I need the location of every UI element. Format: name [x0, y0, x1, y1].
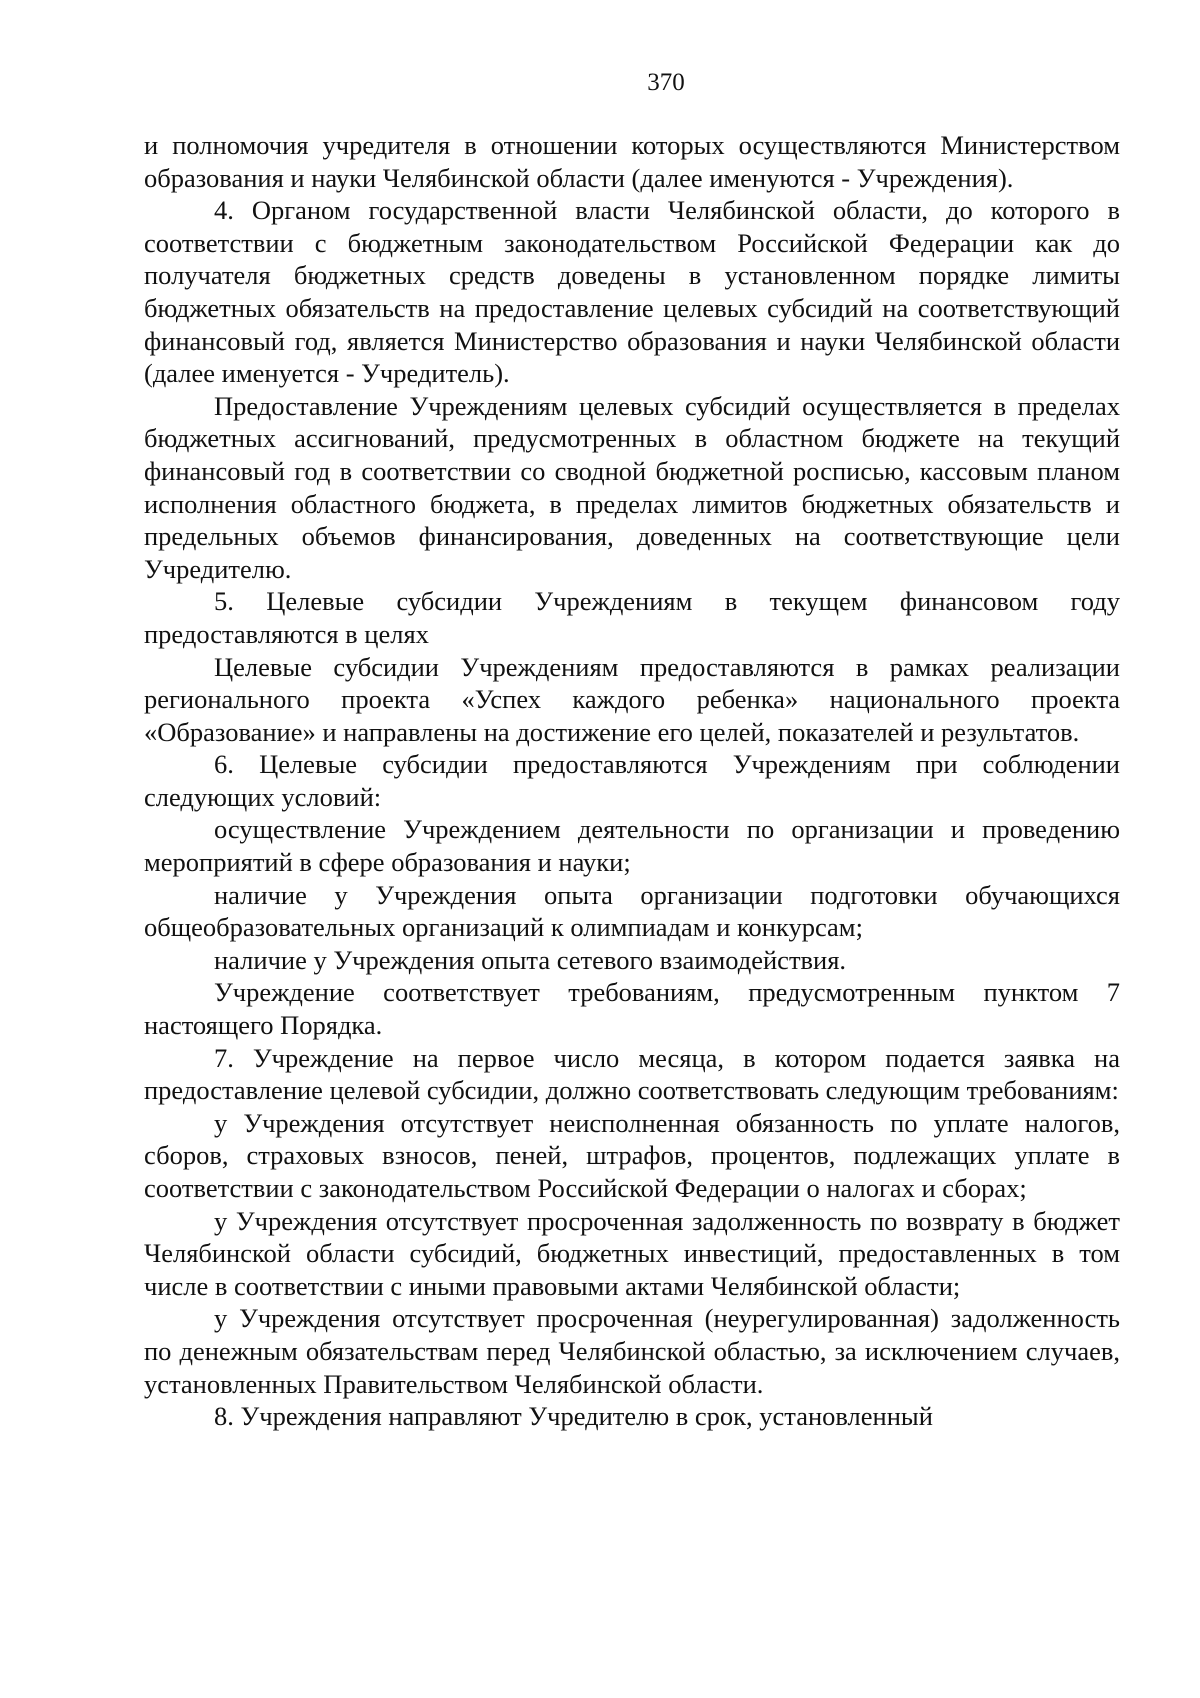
- paragraph: 8. Учреждения направляют Учредителю в срок, установленный: [214, 1401, 933, 1432]
- paragraph: и полномочия учредителя в отношении которых осуществляются Министерством образования и науки Челябинской области (далее именуются - Учреждения).: [144, 130, 1120, 193]
- paragraph: 7. Учреждение на первое число месяца, в котором подается заявка на предоставление целевой субсидии, должно соответствовать следующим требованиям:: [144, 1042, 1120, 1106]
- paragraph: наличие у Учреждения опыта сетевого взаимодействия.: [214, 944, 847, 975]
- paragraph: 4. Органом государственной власти Челябинской области, до которого в соответствии с бюджетным законодательством Российской Федерации как до получателя бюджетных средств доведены в установленном порядке лимиты бюджетных обязательств на предоставление целевых субсидий на соответствующий финансовый год, является Министерство образования и науки Челябинской области (далее именуется - Учредитель).: [144, 195, 1120, 389]
- document-body: [144, 129, 1120, 1433]
- page-number: 370: [647, 69, 685, 96]
- paragraph: Целевые субсидии Учреждениям предоставляются в рамках реализации регионального проекта «Успех каждого ребенка» национального проекта «Образование» и направлены на достижение его целей, показателей и результатов.: [144, 651, 1120, 747]
- paragraph: у Учреждения отсутствует просроченная (неурегулированная) задолженность по денежным обязательствам перед Челябинской областью, за исключением случаев, установленных Правительством Челябинской области.: [144, 1303, 1120, 1399]
- paragraph: у Учреждения отсутствует неисполненная обязанность по уплате налогов, сборов, страховых взносов, пеней, штрафов, процентов, подлежащих уплате в соответствии с законодательством Российской Федерации о налогах и сборах;: [144, 1107, 1120, 1203]
- paragraph: Учреждение соответствует требованиям, предусмотренным пунктом 7 настоящего Порядка.: [144, 977, 1120, 1041]
- paragraph: у Учреждения отсутствует просроченная задолженность по возврату в бюджет Челябинской области субсидий, бюджетных инвестиций, предоставленных в том числе в соответствии с иными правовыми актами Челябинской области;: [144, 1205, 1120, 1301]
- paragraph: Предоставление Учреждениям целевых субсидий осуществляется в пределах бюджетных ассигнований, предусмотренных в областном бюджете на текущий финансовый год в соответствии со сводной бюджетной росписью, кассовым планом исполнения областного бюджета, в пределах лимитов бюджетных обязательств и предельных объемов финансирования, доведенных на соответствующие цели Учредителю.: [144, 390, 1120, 584]
- paragraph: 6. Целевые субсидии предоставляются Учреждениям при соблюдении следующих условий:: [144, 749, 1120, 812]
- paragraph: 5. Целевые субсидии Учреждениям в текущем финансовом году предоставляются в целях: [144, 586, 1120, 649]
- paragraph: наличие у Учреждения опыта организации подготовки обучающихся общеобразовательных организаций к олимпиадам и конкурсам;: [144, 879, 1120, 943]
- paragraph: осуществление Учреждением деятельности по организации и проведению мероприятий в сфере образования и науки;: [144, 814, 1120, 878]
